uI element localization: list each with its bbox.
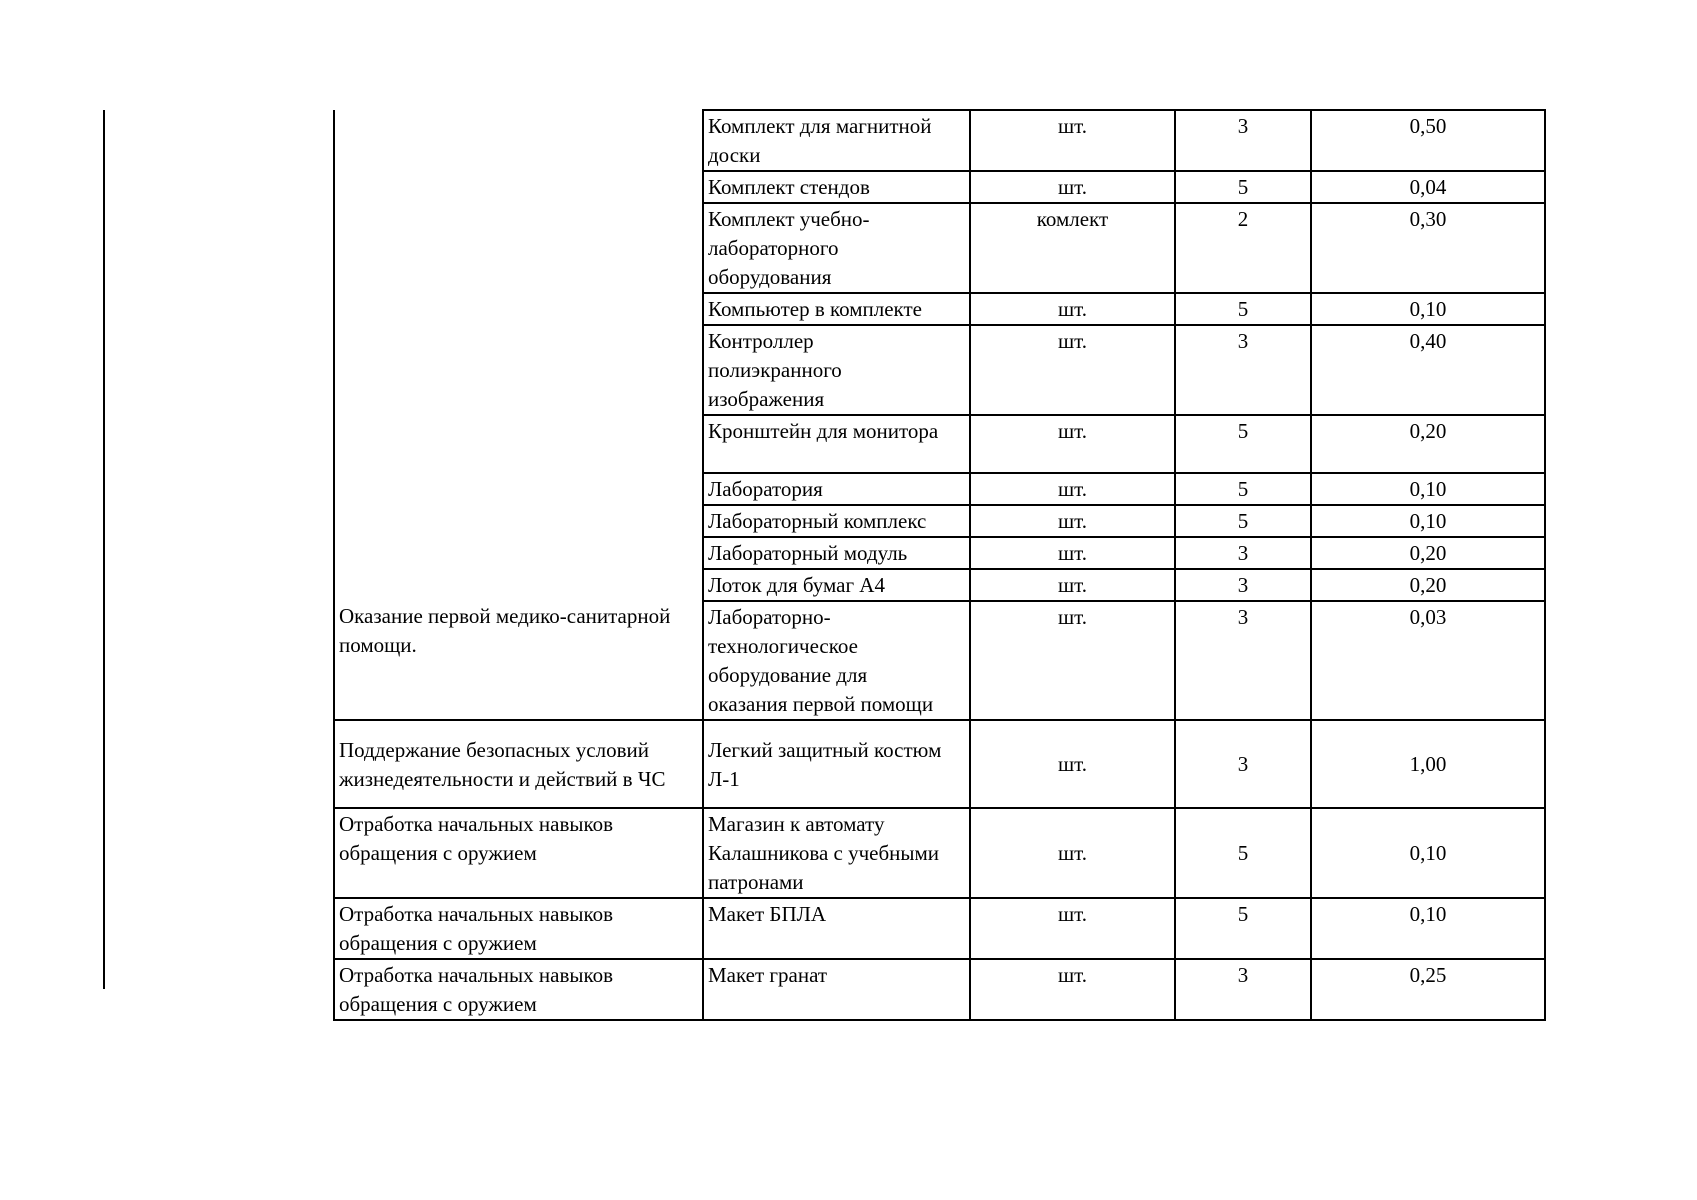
unit-cell: шт.	[970, 325, 1175, 415]
value-cell: 0,20	[1311, 537, 1545, 569]
unit-cell: шт.	[970, 293, 1175, 325]
unit-cell: шт.	[970, 473, 1175, 505]
qty-cell: 5	[1175, 898, 1311, 959]
unit-cell: шт.	[970, 110, 1175, 171]
qty-cell: 5	[1175, 293, 1311, 325]
value-cell: 0,50	[1311, 110, 1545, 171]
item-cell: Магазин к автомату Калашникова с учебными патронами	[703, 808, 970, 898]
qty-cell: 3	[1175, 601, 1311, 720]
activity-cell-empty	[334, 537, 703, 569]
qty-cell: 3	[1175, 325, 1311, 415]
activity-cell: Отработка начальных навыков обращения с оружием	[334, 959, 703, 1020]
value-cell: 0,40	[1311, 325, 1545, 415]
activity-cell-empty	[334, 325, 703, 415]
qty-cell: 3	[1175, 110, 1311, 171]
item-cell: Лоток для бумаг А4	[703, 569, 970, 601]
unit-cell: шт.	[970, 601, 1175, 720]
table-row	[334, 569, 1545, 601]
value-cell: 0,10	[1311, 808, 1545, 898]
item-cell: Комплект стендов	[703, 171, 970, 203]
table-row	[334, 808, 1545, 898]
value-cell: 0,10	[1311, 505, 1545, 537]
item-cell: Кронштейн для монитора	[703, 415, 970, 473]
qty-cell: 5	[1175, 473, 1311, 505]
qty-cell: 5	[1175, 808, 1311, 898]
activity-cell-empty	[334, 505, 703, 537]
activity-cell-empty	[334, 415, 703, 473]
table-row	[334, 898, 1545, 959]
activity-cell-empty	[334, 473, 703, 505]
unit-cell: шт.	[970, 569, 1175, 601]
value-cell: 0,25	[1311, 959, 1545, 1020]
value-cell: 0,30	[1311, 203, 1545, 293]
table-row	[334, 110, 1545, 171]
table-row	[334, 720, 1545, 808]
equipment-table	[333, 109, 1546, 1021]
value-cell: 0,20	[1311, 415, 1545, 473]
table-row	[334, 473, 1545, 505]
qty-cell: 3	[1175, 537, 1311, 569]
item-cell: Макет гранат	[703, 959, 970, 1020]
qty-cell: 5	[1175, 505, 1311, 537]
item-cell: Комплект для магнитной доски	[703, 110, 970, 171]
value-cell: 0,03	[1311, 601, 1545, 720]
table-row	[334, 415, 1545, 473]
table-row	[334, 171, 1545, 203]
value-cell: 0,20	[1311, 569, 1545, 601]
value-cell: 0,10	[1311, 898, 1545, 959]
activity-cell-empty	[334, 171, 703, 203]
activity-cell-empty	[334, 569, 703, 601]
table-row	[334, 325, 1545, 415]
item-cell: Комплект учебно- лабораторного оборудования	[703, 203, 970, 293]
item-cell: Лабораторный комплекс	[703, 505, 970, 537]
item-cell: Лабораторный модуль	[703, 537, 970, 569]
table-row	[334, 203, 1545, 293]
item-cell: Компьютер в комплекте	[703, 293, 970, 325]
unit-cell: шт.	[970, 720, 1175, 808]
table-row	[334, 601, 1545, 720]
table-row	[334, 537, 1545, 569]
unit-cell: шт.	[970, 171, 1175, 203]
activity-cell-empty	[334, 110, 703, 171]
item-cell: Лаборатория	[703, 473, 970, 505]
unit-cell: шт.	[970, 415, 1175, 473]
unit-cell: шт.	[970, 537, 1175, 569]
qty-cell: 3	[1175, 569, 1311, 601]
table-row	[334, 293, 1545, 325]
table-row	[334, 959, 1545, 1020]
activity-cell: Отработка начальных навыков обращения с оружием	[334, 898, 703, 959]
unit-cell: комлект	[970, 203, 1175, 293]
qty-cell: 5	[1175, 171, 1311, 203]
unit-cell: шт.	[970, 898, 1175, 959]
item-cell: Контроллер полиэкранного изображения	[703, 325, 970, 415]
activity-cell: Поддержание безопасных условий жизнедеятельности и действий в ЧС	[334, 720, 703, 808]
unit-cell: шт.	[970, 959, 1175, 1020]
activity-cell: Оказание первой медико-санитарной помощи.	[334, 601, 703, 720]
activity-cell-empty	[334, 203, 703, 293]
qty-cell: 5	[1175, 415, 1311, 473]
item-cell: Макет БПЛА	[703, 898, 970, 959]
qty-cell: 3	[1175, 720, 1311, 808]
item-cell: Легкий защитный костюм Л-1	[703, 720, 970, 808]
unit-cell: шт.	[970, 505, 1175, 537]
value-cell: 0,04	[1311, 171, 1545, 203]
value-cell: 0,10	[1311, 293, 1545, 325]
qty-cell: 2	[1175, 203, 1311, 293]
value-cell: 1,00	[1311, 720, 1545, 808]
activity-cell-empty	[334, 293, 703, 325]
table-row	[334, 505, 1545, 537]
value-cell: 0,10	[1311, 473, 1545, 505]
unit-cell: шт.	[970, 808, 1175, 898]
left-margin-rule	[103, 110, 105, 989]
item-cell: Лабораторно- технологическое оборудование для оказания первой помощи	[703, 601, 970, 720]
qty-cell: 3	[1175, 959, 1311, 1020]
activity-cell: Отработка начальных навыков обращения с оружием	[334, 808, 703, 898]
